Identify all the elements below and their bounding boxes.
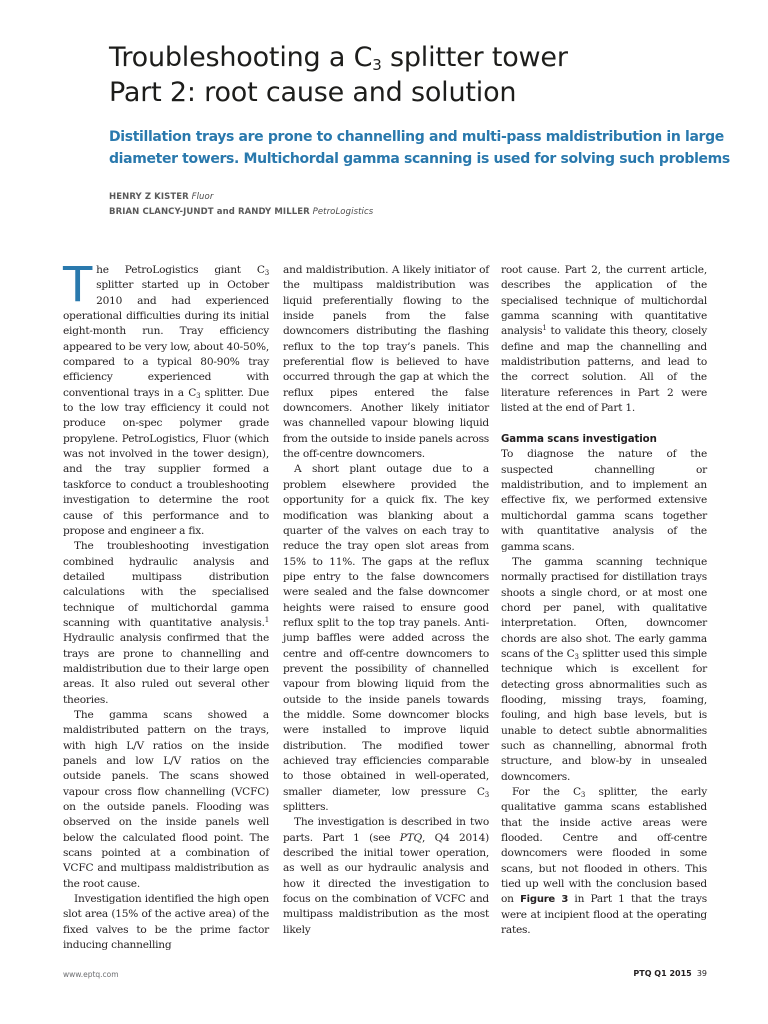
- footer-page-info: [633, 969, 707, 978]
- bylines: [109, 190, 749, 220]
- text-run: The investigation is described in two parts. Part 1 (see: [283, 816, 489, 844]
- text-run: The gamma scanning technique normally practised for distillation trays shoots a single chord, or at most one chord per panel, with qualitative interpretation. Often, downcomer chords are also shot. The early gamma scans of the C: [501, 555, 707, 660]
- subscript: 3: [484, 790, 489, 799]
- footer-website: www.eptq.com: [63, 970, 119, 979]
- title-line1-post: splitter tower: [381, 42, 568, 73]
- subscript: 3: [264, 269, 269, 277]
- body-column-2: [283, 263, 489, 938]
- subscript: 3: [196, 391, 201, 400]
- title-subscript: 3: [372, 56, 382, 74]
- text-run: , Q4 2014) described the initial tower operation, as well as our hydraulic analysis and how it directed the investigation to focus on the combination of VCFC and multipass maldistribution as the most likely: [283, 831, 489, 936]
- reference-superscript: 1: [264, 615, 269, 624]
- paragraph: and maldistribution. A likely initiator of the multipass maldistribution was liquid preferentially flowing to the inside panels from the false downcomers distributing the flashing reflux to the top tray’s panels. This preferential flow is believed to have occurred through the gap at which the reflux pipes entered the false downcomers. Another likely initiator was channelled vapour blowing liquid from the outside to inside panels across the off-centre downcomers.: [283, 264, 489, 461]
- journal-name: PTQ: [399, 831, 423, 844]
- body-column-3: [501, 263, 707, 938]
- paragraph: [501, 263, 707, 416]
- author-1-affiliation: Fluor: [191, 192, 214, 202]
- text-run: in Part 1 that the trays were at incipient flood at the operating rates.: [501, 893, 707, 937]
- text-run: For the C: [512, 786, 581, 798]
- text-run: splitter used this simple technique which is excellent for detecting gross abnormalities such as flooding, missing trays, foaming, fouling, and high base levels, but is unable to detect subtle abnormalities such as channelling, abnormal froth structure, and blow-by in unsealed downcomers.: [501, 647, 707, 783]
- body-column-1: [63, 257, 269, 953]
- paragraph: The gamma scans showed a maldistributed pattern on the trays, with high L/V ratios on the inside panels and low L/V ratios on the outside panels. The scans showed vapour cross flow channelling (VCFC) on the outside panels. Flooding was observed on the inside panels well below the calculated flood point. The scans pointed at a combination of VCFC and multipass maldistribution as the root cause.: [63, 708, 269, 890]
- text-run: to validate this theory, closely define and map the channelling and maldistribution patterns, and lead to the correct solution. All of the literature references in Part 2 were listed at the end of Part 1.: [501, 325, 707, 415]
- figure-reference: Figure 3: [520, 894, 569, 906]
- article-title: [109, 40, 749, 110]
- byline-1: [109, 190, 749, 205]
- reference-superscript: 1: [542, 324, 547, 333]
- text-run: splitters.: [283, 801, 329, 814]
- author-2-affiliation: PetroLogistics: [312, 207, 374, 217]
- text-run: root cause. Part 2, the current article, describes the application of the specialised technique of multichordal gamma scanning with quantitative analysis: [501, 264, 707, 338]
- author-2-names: BRIAN CLANCY-JUNDT and RANDY MILLER: [109, 207, 310, 217]
- paragraph: [63, 539, 269, 708]
- text-run: splitter started up in October 2010 and had experienced operational difficulties during its initial eight-month run. Tray efficiency appeared to be very low, about 40-50%, compared to a typical 80-90% tray efficiency experienced with conventional trays in a C: [63, 279, 269, 399]
- paragraph: [283, 815, 489, 938]
- subscript: 3: [580, 791, 586, 799]
- paragraph: To diagnose the nature of the suspected channelling or maldistribution, and to implement an effective fix, we performed extensive multichordal gamma scans together with quantitative analysis of the gamma scans.: [501, 448, 707, 553]
- page-number: 39: [696, 969, 707, 978]
- title-line2: Part 2: root cause and solution: [109, 77, 517, 108]
- standfirst: Distillation trays are prone to channelling and multi-pass maldistribution in large diameter towers. Multichordal gamma scanning is used for solving such problems: [109, 129, 730, 167]
- paragraph: Investigation identified the high open slot area (15% of the active area) of the fixed valves to be the prime factor inducing channelling: [63, 893, 269, 952]
- title-line1-pre: Troubleshooting a C: [109, 42, 373, 73]
- text-run: A short plant outage due to a problem elsewhere provided the opportunity for a quick fix. The key modification was blanking about a quarter of the valves on each tray to reduce the tray open slot areas from 15% to 11%. The gaps at the reflux pipe entry to the false downcomers were sealed and the false downcomer heights were raised to ensure good reflux split to the top tray panels. Anti-jump baffles were added across the centre and off-centre downcomers to prevent the possibility of channelled vapour from blowing liquid from the outside to the inside panels towards the middle. Some downcomer blocks were installed to improve liquid distribution. The modified tower achieved tray efficiencies comparable to those obtained in well-operated, smaller diameter, low pressure C: [283, 463, 489, 798]
- paragraph: [501, 785, 707, 938]
- byline-2: [109, 205, 749, 220]
- text-run: splitter. Due to the low tray efficiency it could not produce on-spec polymer grade propylene. PetroLogistics, Fluor (which was not involved in the tower design), and the tray supplier formed a taskforce to conduct a troubleshooting investigation to determine the root cause of this performance and to propose and engineer a fix.: [63, 386, 269, 537]
- section-heading: Gamma scans investigation: [501, 434, 657, 446]
- paragraph: [501, 555, 707, 785]
- footer-issue: PTQ Q1 2015: [633, 969, 692, 978]
- text-run: The troubleshooting investigation combined hydraulic analysis and detailed multipass distribution calculations with the specialised technique of multichordal gamma scanning with quantitative analysis.: [63, 540, 269, 629]
- author-1-name: HENRY Z KISTER: [109, 192, 189, 202]
- text-run: splitter, the early qualitative gamma scans established that the inside active areas were flooded. Centre and off-centre downcomers were flooded in some scans, but not flooded in others. This tied up well with the conclusion based on: [501, 786, 707, 906]
- paragraph: [63, 257, 269, 539]
- subscript: 3: [574, 652, 579, 661]
- drop-cap: T: [63, 257, 93, 313]
- text-run: he PetroLogistics giant C: [96, 264, 265, 276]
- paragraph: [283, 462, 489, 815]
- text-run: Hydraulic analysis confirmed that the trays are prone to channelling and maldistribution due to their large open areas. It also ruled out several other theories.: [63, 632, 269, 706]
